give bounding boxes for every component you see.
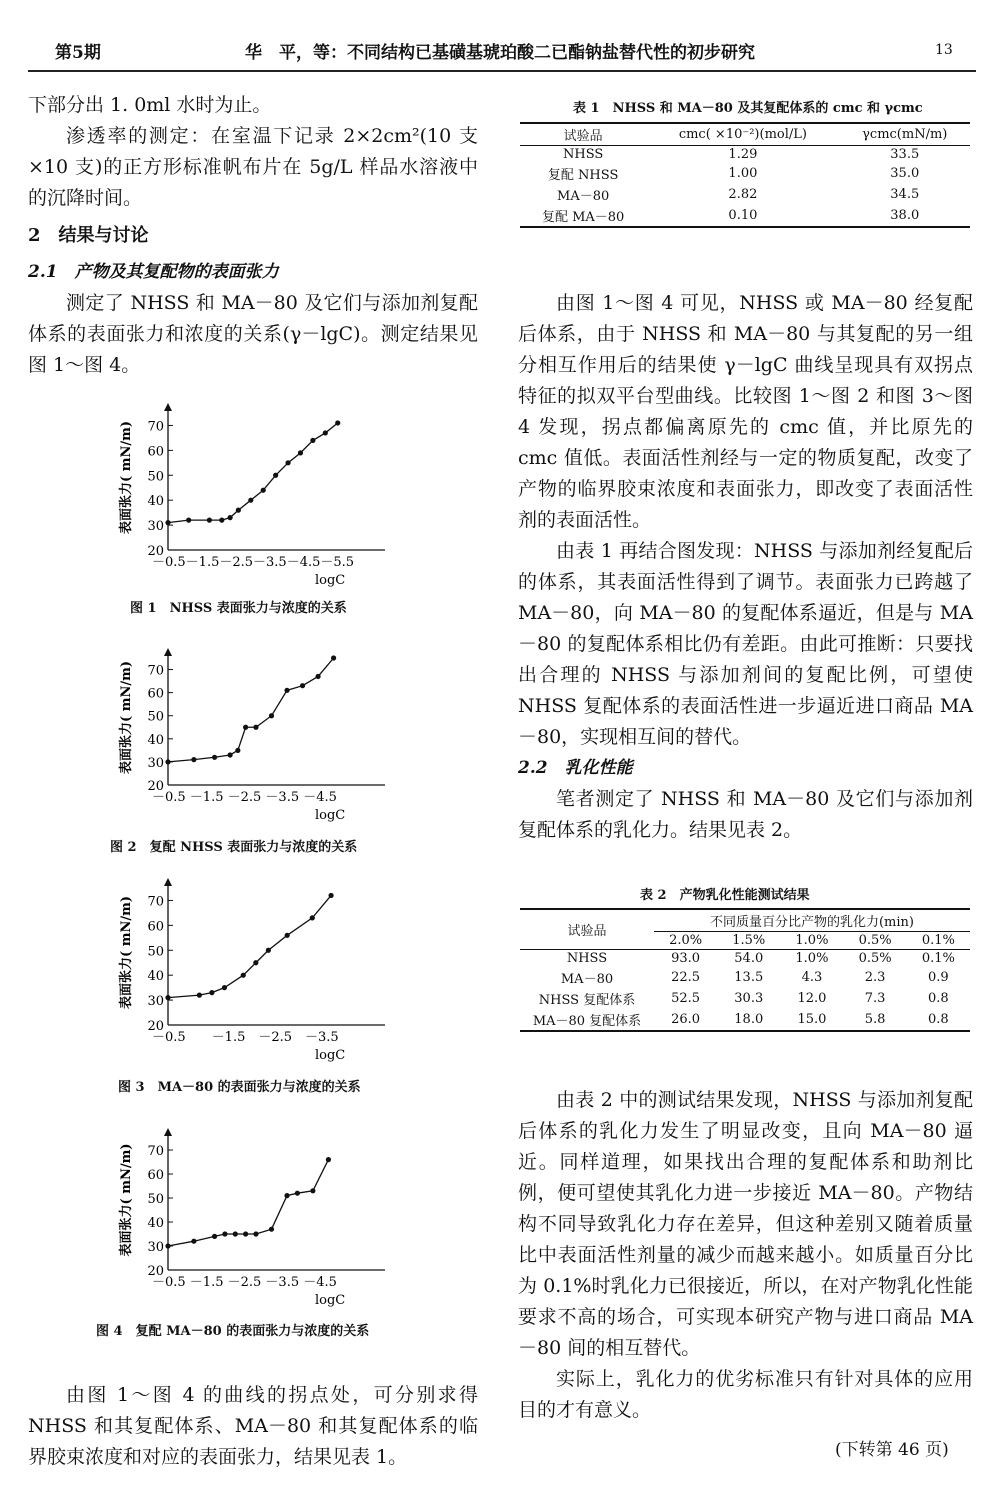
data-point: [197, 993, 202, 998]
subsection-heading: 2.1 产物及其复配物的表面张力: [28, 262, 279, 282]
y-tick-label: 50: [147, 469, 164, 485]
table-row: [520, 950, 970, 968]
table-2-caption: 表 2 产物乳化性能测试结果: [640, 888, 810, 903]
y-tick-label: 30: [147, 994, 164, 1010]
y-axis-arrow-icon: [164, 878, 172, 886]
data-point: [236, 508, 241, 513]
data-point: [295, 1191, 300, 1196]
table-cell: 复配 MA－80: [541, 210, 625, 225]
table-cell: 38.0: [890, 208, 920, 223]
table-cell: 0.8: [928, 991, 949, 1006]
figure-1-chart: [110, 395, 400, 600]
figure-3-caption: 图 3 MA－80 的表面张力与浓度的关系: [118, 1080, 361, 1095]
y-tick-label: 60: [147, 686, 164, 702]
figure-3-chart: [110, 870, 400, 1075]
paragraph: 渗透率的测定：在室温下记录 2×2cm²(10 支×10 支)的正方形标准帆布片在 5g/L 样品水溶液中的沉降时间。: [28, 125, 478, 209]
y-tick-label: 70: [147, 894, 164, 910]
y-tick-label: 40: [147, 732, 164, 748]
table-cell: 1.00: [728, 166, 758, 181]
y-tick-label: 50: [147, 944, 164, 960]
data-point: [243, 725, 248, 730]
y-tick-label: 40: [147, 494, 164, 510]
table-cell: 33.5: [890, 147, 920, 162]
table-header-cell: cmc( ×10⁻²)(mol/L): [678, 127, 807, 142]
table-header-cell: 1.0%: [795, 933, 829, 948]
table-cell: NHSS: [563, 147, 604, 162]
table-row: [520, 184, 970, 205]
figure-1-caption: 图 1 NHSS 表面张力与浓度的关系: [130, 601, 347, 616]
left-column-bottom: [28, 1380, 478, 1473]
figure-4-chart: [110, 1120, 400, 1320]
x-axis-label: logC: [315, 573, 346, 588]
table-cell: 0.9: [928, 970, 949, 985]
y-tick-label: 20: [147, 1264, 164, 1279]
y-axis-arrow-icon: [164, 1128, 172, 1136]
data-point: [228, 515, 233, 520]
y-tick-label: 70: [147, 1144, 164, 1159]
data-point: [186, 518, 191, 523]
series-line: [168, 1160, 328, 1246]
right-column-bottom: [518, 1085, 973, 1426]
data-point: [300, 683, 305, 688]
page-number: 13: [935, 42, 953, 58]
table-cell: 2.82: [728, 187, 758, 202]
paragraph: 实际上，乳化力的优劣标准只有针对具体的应用目的才有意义。: [518, 1368, 973, 1421]
table-row: [520, 205, 970, 227]
y-tick-label: 20: [147, 544, 164, 559]
table-row: [520, 1009, 970, 1031]
data-point: [335, 420, 340, 425]
data-point: [298, 450, 303, 455]
data-point: [212, 1234, 217, 1239]
data-point: [191, 1239, 196, 1244]
table-row: [520, 967, 970, 988]
table-cell: MA－80: [557, 189, 610, 204]
y-tick-label: 70: [147, 419, 164, 435]
data-point: [269, 713, 274, 718]
series-line: [168, 658, 334, 762]
table-cell: 0.1%: [921, 951, 955, 966]
data-point: [269, 1227, 274, 1232]
data-point: [323, 430, 328, 435]
paragraph: 下部分出 1. 0ml 水时为止。: [28, 94, 272, 116]
table-header-row: [520, 909, 970, 932]
y-tick-label: 60: [147, 1168, 164, 1183]
data-point: [165, 995, 170, 1000]
data-point: [310, 1188, 315, 1193]
table-cell: 0.10: [728, 208, 758, 223]
data-point: [326, 1157, 331, 1162]
data-point: [222, 1231, 227, 1236]
data-point: [253, 725, 258, 730]
y-tick-label: 50: [147, 709, 164, 725]
y-tick-label: 20: [147, 779, 164, 794]
table-header-row: [520, 123, 970, 146]
table-header-cell: 不同质量百分比产物的乳化力(min): [654, 909, 970, 932]
y-axis-arrow-icon: [164, 403, 172, 411]
y-tick-label: 70: [147, 663, 164, 679]
data-point: [219, 518, 224, 523]
section-heading: 2 结果与讨论: [28, 225, 149, 246]
table-cell: 5.8: [864, 1012, 886, 1027]
paragraph: 测定了 NHSS 和 MA－80 及它们与添加剂复配体系的表面张力和浓度的关系(γ－lgC)。测定结果见图 1～图 4。: [28, 292, 478, 376]
data-point: [241, 973, 246, 978]
table-cell: 13.5: [734, 970, 764, 985]
y-axis-arrow-icon: [164, 648, 172, 656]
data-point: [228, 752, 233, 757]
subsection-heading: 2.2 乳化性能: [518, 758, 633, 778]
x-tick-labels: －0.5－1.5－2.5－3.5－4.5－5.5: [152, 555, 355, 570]
table-cell: 4.3: [801, 970, 823, 985]
table-cell: 34.5: [890, 187, 920, 202]
figure-4-caption: 图 4 复配 MA－80 的表面张力与浓度的关系: [96, 1324, 370, 1339]
table-header-cell: 试验品: [563, 129, 603, 144]
y-axis-label: 表面张力( mN/m): [119, 661, 134, 774]
header-rule: [28, 70, 976, 72]
table-header-cell: 2.0%: [669, 933, 703, 948]
table-cell: 12.0: [797, 991, 827, 1006]
x-axis-label: logC: [315, 1048, 346, 1063]
running-title: 华 平，等：不同结构已基磺基琥珀酸二已酯钠盐替代性的初步研究: [245, 43, 755, 63]
table-1: [520, 122, 970, 228]
table-cell: 1.0%: [795, 951, 829, 966]
table-1-caption: 表 1 NHSS 和 MA－80 及其复配体系的 cmc 和 γcmc: [573, 101, 923, 116]
x-axis-label: logC: [315, 808, 346, 823]
running-header: [0, 28, 1000, 68]
table-cell: 30.3: [734, 991, 764, 1006]
paragraph: 由图 1～图 4 可见，NHSS 或 MA－80 经复配后体系，由于 NHSS 和 MA－80 与其复配的另一组分相互作用后的结果使 γ－lgC 曲线呈现具有双拐点特征的拟双平台型曲线。比较图 1～图 2 和图 3～图 4 发现，拐点都偏离原先的 cmc 值，并比原先的 cmc 值低。表面活性剂经与一定的物质复配，改变了产物的临界胶束浓度和表面张力，即改变了表面活性剂的表面活性。: [518, 292, 973, 531]
table-header-cell: γcmc(mN/m): [862, 127, 948, 142]
table-cell: NHSS: [566, 951, 608, 966]
right-column-main: [518, 288, 973, 846]
data-point: [310, 438, 315, 443]
paragraph: 由表 2 中的测试结果发现，NHSS 与添加剂复配后体系的乳化力发生了明显改变，且向 MA－80 逼近。同样道理，如果找出合理的复配体系和助剂比例，便可望使其乳化力进一步接近 MA－80。产物结构不同导致乳化力存在差异，但这种差别又随着质量比中表面活性剂量的减少而越来越小。如质量百分比为 0.1%时乳化力已很接近，所以，在对产物乳化性能要求不高的场合，可实现本研究产物与进口商品 MA－80 间的相互替代。: [518, 1089, 973, 1359]
data-point: [261, 488, 266, 493]
table-cell: 复配 NHSS: [547, 168, 619, 183]
table-header-cell: 试验品: [520, 909, 654, 950]
table-header-cell: 0.5%: [858, 933, 892, 948]
y-tick-label: 50: [147, 1192, 164, 1207]
y-tick-label: 30: [147, 755, 164, 771]
table-cell: MA－80: [560, 972, 614, 987]
table-cell: 7.3: [864, 991, 886, 1006]
y-tick-label: 60: [147, 919, 164, 935]
table-row: [520, 988, 970, 1009]
table-cell: 2.3: [864, 970, 886, 985]
y-tick-label: 30: [147, 1240, 164, 1255]
table-cell: MA－80 复配体系: [532, 1014, 642, 1029]
data-point: [284, 688, 289, 693]
x-axis-label: logC: [315, 1293, 346, 1308]
table-cell: 22.5: [671, 970, 701, 985]
data-point: [310, 915, 315, 920]
left-column-top: [28, 90, 478, 381]
data-point: [284, 1193, 289, 1198]
table-cell: 1.29: [728, 147, 758, 162]
x-tick-labels: －0.5 －1.5 －2.5 －3.5 －4.5: [152, 790, 337, 805]
data-point: [331, 655, 336, 660]
data-point: [209, 990, 214, 995]
table-row: [520, 163, 970, 184]
issue-number: 第5期: [55, 43, 101, 63]
x-tick-labels: －0.5 －1.5 －2.5 －3.5 －4.5: [152, 1275, 337, 1290]
y-tick-label: 30: [147, 519, 164, 535]
y-tick-label: 40: [147, 969, 164, 985]
table-cell: 52.5: [671, 991, 701, 1006]
table-row: [520, 146, 970, 164]
data-point: [273, 473, 278, 478]
data-point: [243, 1231, 248, 1236]
data-point: [328, 893, 333, 898]
figure-2-caption: 图 2 复配 NHSS 表面张力与浓度的关系: [110, 840, 358, 855]
y-tick-label: 20: [147, 1019, 164, 1034]
data-point: [248, 498, 253, 503]
table-cell: 93.0: [671, 951, 701, 966]
table-cell: NHSS 复配体系: [538, 993, 636, 1008]
y-tick-label: 40: [147, 1216, 164, 1231]
data-point: [253, 960, 258, 965]
data-point: [165, 520, 170, 525]
continued-note: (下转第 46 页): [835, 1440, 949, 1460]
table-2: [520, 908, 970, 1032]
y-axis-label: 表面张力( mN/m): [119, 1143, 134, 1257]
data-point: [212, 755, 217, 760]
data-point: [285, 933, 290, 938]
table-cell: 0.5%: [858, 951, 892, 966]
table-cell: 26.0: [671, 1012, 701, 1027]
figure-2-chart: [110, 640, 400, 835]
y-tick-label: 60: [147, 444, 164, 460]
data-point: [266, 948, 271, 953]
data-point: [165, 759, 170, 764]
data-point: [233, 1231, 238, 1236]
y-axis-label: 表面张力( mN/m): [119, 421, 134, 534]
paragraph: 笔者测定了 NHSS 和 MA－80 及它们与添加剂复配体系的乳化力。结果见表 2。: [518, 788, 973, 841]
data-point: [235, 748, 240, 753]
x-tick-labels: －0.5 －1.5 －2.5 －3.5: [152, 1030, 339, 1045]
data-point: [285, 460, 290, 465]
table-header-cell: 0.1%: [921, 933, 955, 948]
data-point: [191, 757, 196, 762]
data-point: [207, 518, 212, 523]
table-cell: 0.8: [928, 1012, 949, 1027]
y-axis-label: 表面张力( mN/m): [119, 896, 134, 1009]
table-cell: 35.0: [890, 166, 920, 181]
paragraph: 由图 1～图 4 的曲线的拐点处，可分别求得 NHSS 和其复配体系、MA－80 和其复配体系的临界胶束浓度和对应的表面张力，结果见表 1。: [28, 1384, 478, 1468]
table-cell: 18.0: [734, 1012, 764, 1027]
table-cell: 15.0: [797, 1012, 827, 1027]
paragraph: 由表 1 再结合图发现：NHSS 与添加剂经复配后的体系，其表面活性得到了调节。表面张力已跨越了 MA－80，向 MA－80 的复配体系逼近，但是与 MA－80 的复配体系相比仍有差距。由此可推断：只要找出合理的 NHSS 与添加剂间的复配比例，可望使 NHSS 复配体系的表面活性进一步逼近进口商品 MA－80，实现相互间的替代。: [518, 540, 973, 748]
data-point: [165, 1243, 170, 1248]
table-header-cell: 1.5%: [732, 933, 766, 948]
table-cell: 54.0: [734, 951, 764, 966]
data-point: [315, 674, 320, 679]
data-point: [222, 985, 227, 990]
series-line: [168, 895, 331, 997]
data-point: [253, 1231, 258, 1236]
